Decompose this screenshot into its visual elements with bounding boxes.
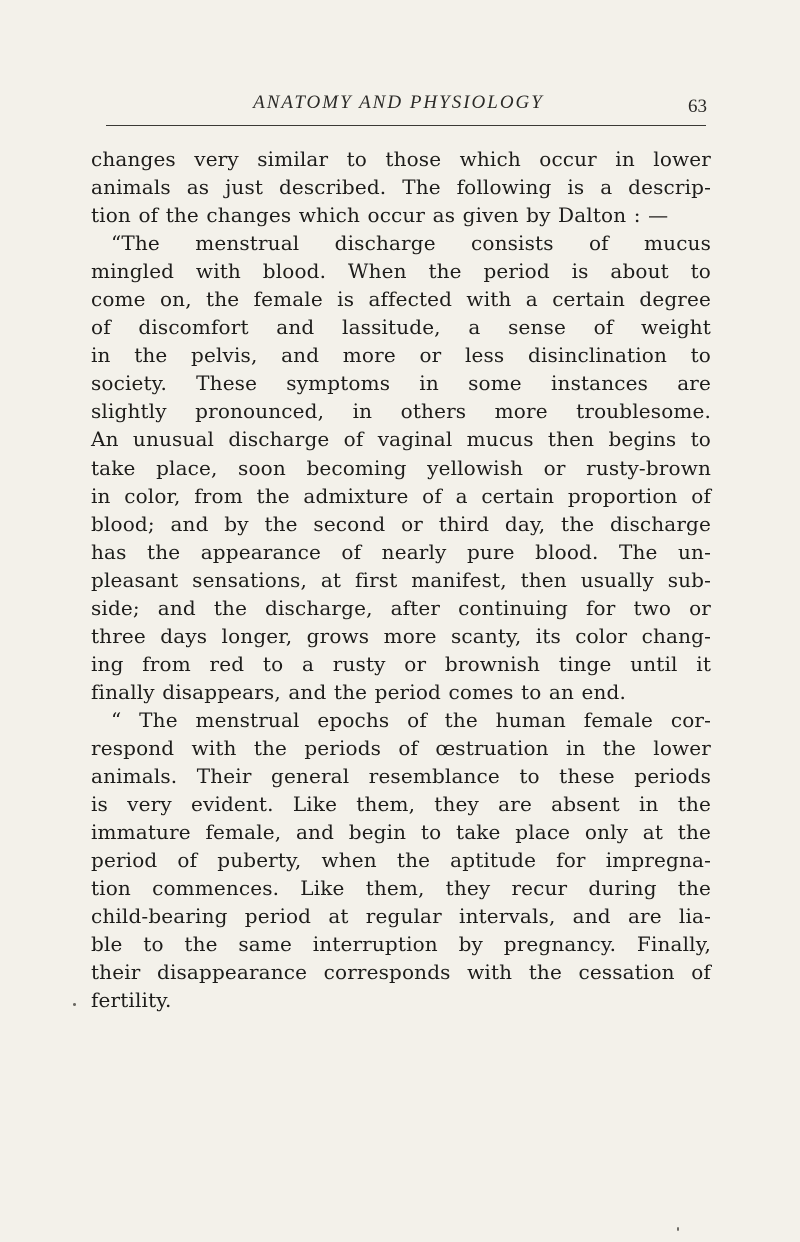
text-line: child-bearing period at regular intervals, and are lia-	[91, 904, 711, 929]
text-line: three days longer, grows more scanty, its color chang-	[91, 623, 711, 648]
print-speck	[677, 1227, 679, 1231]
text-line: side; and the discharge, after continuing for two or	[91, 595, 711, 620]
text-line: tion commences. Like them, they recur during the	[91, 876, 711, 901]
print-speck	[73, 1003, 76, 1006]
text-line: of discomfort and lassitude, a sense of weight	[91, 315, 711, 340]
text-line: pleasant sensations, at first manifest, then usually sub-	[91, 567, 711, 592]
text-line: is very evident. Like them, they are absent in the	[91, 792, 711, 817]
text-line: ble to the same interruption by pregnancy. Finally,	[91, 932, 711, 957]
text-line: slightly pronounced, in others more troublesome.	[91, 399, 711, 424]
text-line: blood; and by the second or third day, the discharge	[91, 511, 711, 536]
text-line: changes very similar to those which occur in lower	[91, 147, 711, 171]
paragraph	[91, 145, 711, 229]
text-line: tion of the changes which occur as given by Dalton : —	[91, 203, 669, 228]
text-line: come on, the female is affected with a certain degree	[91, 287, 711, 312]
text-line: their disappearance corresponds with the cessation of	[91, 960, 711, 985]
text-line: mingled with blood. When the period is about to	[91, 259, 711, 284]
text-line: has the appearance of nearly pure blood. The un-	[91, 539, 711, 564]
text-line: respond with the periods of œstruation in the lower	[91, 735, 711, 760]
text-line: finally disappears, and the period comes to an end.	[91, 679, 627, 704]
body-text	[91, 145, 711, 1014]
text-line: in the pelvis, and more or less disinclination to	[91, 343, 711, 368]
text-line: take place, soon becoming yellowish or rusty-brown	[91, 455, 711, 480]
text-line: “The menstrual discharge consists of mucus	[111, 231, 711, 256]
text-line: society. These symptoms in some instances are	[91, 371, 711, 396]
header-rule	[106, 125, 706, 126]
text-line: An unusual discharge of vaginal mucus then begins to	[91, 427, 711, 452]
paragraph	[91, 706, 711, 1015]
text-line: period of puberty, when the aptitude for impregna-	[91, 848, 711, 873]
text-line: immature female, and begin to take place only at the	[91, 820, 711, 845]
text-line: ing from red to a rusty or brownish tinge until it	[91, 651, 711, 676]
page-number: 63	[688, 96, 707, 117]
running-head: ANATOMY AND PHYSIOLOGY	[253, 92, 544, 113]
text-line: “ The menstrual epochs of the human female cor-	[111, 707, 711, 732]
text-line: in color, from the admixture of a certain proportion of	[91, 483, 711, 508]
text-line: fertility.	[91, 988, 172, 1013]
page-header	[90, 90, 707, 122]
text-line: animals as just described. The following is a descrip-	[91, 175, 711, 200]
paragraph	[91, 229, 711, 706]
text-line: animals. Their general resemblance to these periods	[91, 764, 711, 789]
